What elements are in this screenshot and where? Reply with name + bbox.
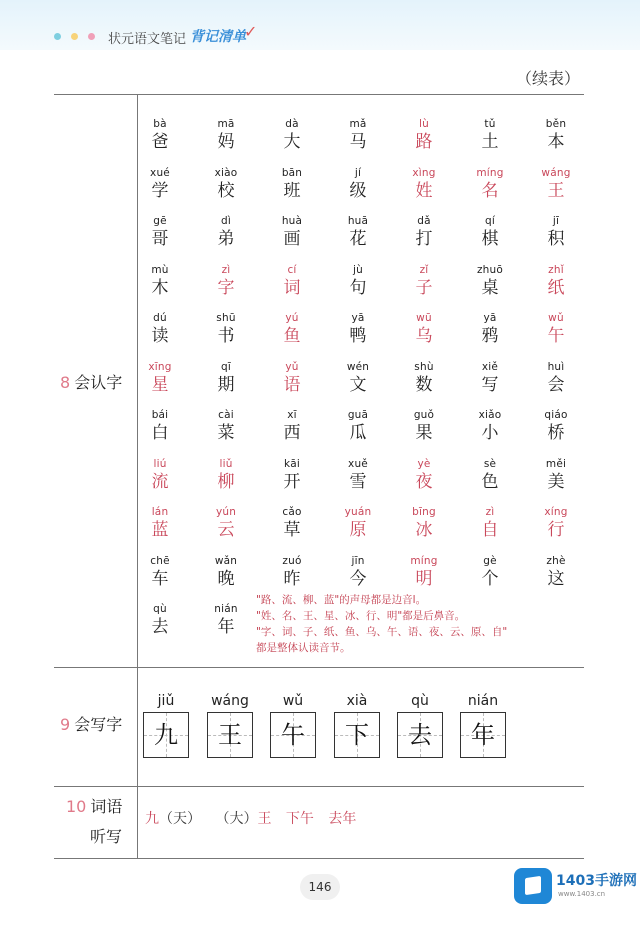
pinyin: dà	[285, 118, 299, 130]
cube-icon	[514, 868, 552, 904]
pinyin: wǔ	[548, 312, 564, 324]
char-cell	[140, 409, 180, 444]
section-number: 8	[60, 373, 71, 392]
char-row	[140, 167, 580, 215]
hanzi: 柳	[217, 471, 235, 492]
hanzi: 读	[151, 326, 169, 346]
char-cell	[536, 361, 576, 396]
char-cell	[404, 361, 444, 396]
char-cell	[140, 167, 180, 202]
write-char-item	[334, 692, 380, 758]
char-cell	[470, 458, 510, 493]
dictation-char: 王	[257, 811, 272, 827]
hanzi: 句	[349, 277, 367, 298]
pinyin: chē	[150, 554, 170, 567]
hanzi: 期	[217, 374, 235, 395]
pinyin: zǐ	[419, 263, 429, 276]
pinyin: cí	[287, 263, 297, 276]
continued-label: （续表）	[515, 69, 580, 88]
hanzi: 果	[415, 423, 433, 443]
dictation-item: 去年	[328, 811, 357, 827]
write-pinyin: qù	[411, 693, 429, 709]
char-cell	[470, 506, 510, 541]
pinyin: shū	[216, 312, 236, 324]
hanzi: 木	[151, 277, 169, 298]
char-cell	[404, 409, 444, 444]
pinyin: xíng	[544, 506, 568, 518]
pinyin: zì	[485, 506, 495, 518]
pinyin: xué	[150, 166, 170, 179]
char-row	[140, 409, 580, 457]
hanzi: 午	[547, 326, 565, 346]
char-cell	[338, 361, 378, 396]
section-number: 10	[66, 797, 87, 816]
hanzi: 桌	[481, 277, 499, 298]
section-write-label	[60, 712, 122, 735]
pinyin: jí	[354, 166, 362, 179]
hanzi: 爸	[151, 132, 169, 152]
char-cell	[140, 458, 180, 493]
pinyin: yún	[215, 506, 237, 518]
hanzi: 子	[415, 277, 433, 298]
char-cell	[206, 264, 246, 299]
write-hanzi: 去	[408, 721, 432, 749]
dictation-paren: （天）	[159, 811, 201, 827]
dictation-paren: （大）	[215, 811, 258, 827]
char-cell	[272, 409, 312, 444]
char-cell	[404, 264, 444, 299]
pinyin: xiǎo	[478, 409, 502, 421]
hanzi: 哥	[151, 229, 169, 249]
char-cell	[404, 555, 444, 590]
write-char-box	[334, 712, 380, 758]
pinyin: dì	[221, 215, 231, 227]
char-cell	[140, 312, 180, 347]
char-cell	[470, 312, 510, 347]
annotation-line: 都是整体认读音节。	[256, 642, 351, 654]
char-cell	[140, 603, 180, 638]
hanzi: 冰	[415, 520, 433, 540]
pinyin: huà	[281, 215, 303, 227]
hanzi: 蓝	[151, 520, 169, 540]
char-cell	[470, 409, 510, 444]
hanzi: 流	[151, 471, 169, 492]
pinyin: huā	[347, 215, 369, 227]
hanzi: 名	[481, 180, 499, 201]
pinyin: qī	[221, 360, 231, 373]
char-cell	[140, 118, 180, 153]
pinyin: huì	[547, 360, 565, 373]
hanzi: 大	[283, 132, 301, 152]
write-char-box	[397, 712, 443, 758]
char-cell	[470, 118, 510, 153]
pinyin: nián	[214, 603, 238, 615]
pinyin: liǔ	[219, 457, 233, 470]
char-cell	[338, 458, 378, 493]
pinyin: xiě	[481, 360, 499, 373]
pinyin: dǎ	[417, 215, 431, 227]
pinyin: mā	[217, 118, 235, 130]
pinyin: xī	[287, 409, 297, 421]
annotation-note	[256, 592, 586, 656]
char-cell	[338, 555, 378, 590]
hanzi: 王	[547, 180, 565, 201]
char-row	[140, 215, 580, 263]
hanzi: 土	[481, 132, 499, 152]
char-cell	[206, 458, 246, 493]
write-char-item	[143, 692, 189, 758]
hanzi: 西	[283, 423, 301, 443]
pinyin: yǔ	[285, 360, 299, 373]
char-row	[140, 118, 580, 166]
hanzi: 班	[283, 180, 301, 201]
char-cell	[404, 506, 444, 541]
char-cell	[272, 458, 312, 493]
write-pinyin: nián	[467, 693, 499, 709]
write-pinyin: jiǔ	[157, 693, 175, 709]
pinyin: lù	[419, 118, 429, 130]
char-cell	[206, 167, 246, 202]
char-cell	[140, 215, 180, 250]
char-cell	[536, 215, 576, 250]
char-cell	[536, 458, 576, 493]
hanzi: 棋	[481, 229, 499, 249]
pinyin: jù	[353, 263, 363, 276]
hanzi: 桥	[547, 423, 565, 443]
pinyin: qù	[153, 603, 167, 615]
pinyin: mǎ	[349, 118, 367, 130]
char-row	[140, 458, 580, 506]
hanzi: 乌	[415, 326, 433, 346]
char-cell	[404, 215, 444, 250]
pinyin: xiào	[214, 166, 238, 179]
pinyin: jīn	[351, 554, 365, 567]
pinyin: wén	[346, 360, 370, 373]
hanzi: 瓜	[349, 423, 367, 443]
hanzi: 个	[481, 568, 499, 589]
char-cell	[206, 215, 246, 250]
char-cell	[338, 409, 378, 444]
char-cell	[272, 555, 312, 590]
write-char-box	[270, 712, 316, 758]
hanzi: 打	[415, 229, 433, 249]
hanzi: 草	[283, 520, 301, 540]
char-cell	[140, 506, 180, 541]
hanzi: 级	[349, 180, 367, 201]
char-cell	[272, 312, 312, 347]
pinyin: tǔ	[484, 118, 496, 130]
annotation-line: "字、词、子、纸、鱼、乌、午、语、夜、云、原、自"	[256, 626, 508, 638]
hanzi: 数	[415, 374, 433, 395]
hanzi: 鱼	[283, 326, 301, 346]
write-pinyin: wáng	[211, 693, 249, 709]
hanzi: 弟	[217, 229, 235, 249]
hanzi: 自	[481, 520, 499, 540]
pinyin: cǎo	[282, 506, 302, 518]
hanzi: 明	[415, 568, 433, 589]
pinyin: yè	[417, 457, 431, 470]
pinyin: zì	[221, 263, 231, 276]
char-cell	[206, 118, 246, 153]
write-char-item	[397, 692, 443, 758]
char-cell	[272, 167, 312, 202]
section-number: 9	[60, 715, 71, 734]
pinyin: lán	[151, 506, 169, 518]
pinyin: wǎn	[214, 554, 238, 567]
hanzi: 路	[415, 132, 433, 152]
char-cell	[536, 264, 576, 299]
pinyin: yā	[351, 312, 365, 324]
pinyin: míng	[410, 554, 438, 567]
hanzi: 画	[283, 229, 301, 249]
pinyin: měi	[545, 457, 567, 470]
table-bottom-border	[54, 858, 584, 859]
char-cell	[404, 458, 444, 493]
section-title: 会认字	[74, 373, 123, 392]
pinyin: jī	[552, 215, 560, 227]
write-hanzi: 下	[345, 721, 369, 749]
pinyin: liú	[153, 457, 167, 470]
pinyin: wū	[416, 312, 432, 324]
write-hanzi: 年	[471, 721, 495, 749]
char-cell	[470, 361, 510, 396]
char-cell	[140, 361, 180, 396]
write-char-item	[460, 692, 506, 758]
char-cell	[272, 264, 312, 299]
char-row	[140, 361, 580, 409]
pinyin: yā	[483, 312, 497, 324]
header-tag: 背记清单	[190, 29, 246, 45]
header-title: 状元语文笔记	[108, 32, 187, 47]
pinyin: wáng	[541, 166, 571, 179]
write-char-item	[207, 692, 253, 758]
pinyin: mù	[151, 263, 169, 276]
pinyin: gè	[483, 554, 497, 567]
char-cell	[206, 361, 246, 396]
char-cell	[338, 118, 378, 153]
hanzi: 鸭	[349, 326, 367, 346]
hanzi: 夜	[415, 471, 433, 492]
check-icon: ✓	[244, 22, 258, 41]
hanzi: 云	[217, 520, 235, 540]
pinyin: xīng	[148, 360, 172, 373]
pinyin: zhuō	[476, 263, 504, 276]
char-row	[140, 506, 580, 554]
pinyin: xìng	[412, 166, 436, 179]
char-cell	[272, 506, 312, 541]
section-title: 词语	[90, 797, 123, 816]
pinyin: bān	[281, 166, 303, 179]
hanzi: 鸦	[481, 326, 499, 346]
char-cell	[470, 215, 510, 250]
hanzi: 色	[481, 471, 499, 492]
hanzi: 原	[349, 520, 367, 540]
pinyin: zuó	[282, 554, 302, 567]
hanzi: 去	[151, 617, 169, 637]
write-char-item	[270, 692, 316, 758]
hanzi: 本	[547, 132, 565, 152]
char-cell	[140, 264, 180, 299]
char-cell	[536, 118, 576, 153]
hanzi: 小	[481, 423, 499, 443]
hanzi: 校	[217, 180, 235, 201]
hanzi: 花	[349, 229, 367, 249]
hanzi: 马	[349, 132, 367, 152]
char-cell	[206, 555, 246, 590]
char-cell	[404, 167, 444, 202]
watermark-sub: www.1403.cn	[558, 890, 606, 898]
hanzi: 词	[283, 277, 301, 298]
hanzi: 纸	[547, 277, 565, 298]
pinyin: cài	[218, 409, 234, 421]
char-cell	[338, 264, 378, 299]
dictation-item	[215, 811, 271, 827]
hanzi: 星	[151, 374, 169, 395]
char-cell	[206, 603, 246, 638]
hanzi: 字	[217, 277, 235, 298]
write-pinyin: xià	[346, 693, 368, 709]
hanzi: 写	[481, 374, 499, 395]
char-cell	[338, 167, 378, 202]
hanzi: 今	[349, 568, 367, 589]
char-cell	[404, 118, 444, 153]
dot-icon	[88, 33, 95, 40]
pinyin: qí	[485, 215, 495, 227]
pinyin: kāi	[283, 457, 301, 470]
annotation-line: "姓、名、王、星、冰、行、明"都是后鼻音。	[256, 610, 466, 622]
hanzi: 美	[547, 471, 565, 492]
dictation-char: 九	[145, 811, 159, 827]
dot-icon	[54, 33, 61, 40]
char-cell	[470, 264, 510, 299]
table-divider	[54, 667, 584, 668]
write-char-box	[460, 712, 506, 758]
pinyin: shù	[414, 360, 434, 373]
pinyin: míng	[476, 166, 504, 179]
char-cell	[206, 506, 246, 541]
hanzi: 开	[283, 471, 301, 492]
hanzi: 行	[547, 520, 565, 540]
char-cell	[536, 167, 576, 202]
hanzi: 姓	[415, 180, 433, 201]
hanzi: 车	[151, 568, 169, 589]
char-cell	[206, 312, 246, 347]
char-cell	[272, 361, 312, 396]
section-title-line2: 听写	[90, 827, 123, 846]
write-char-box	[143, 712, 189, 758]
write-pinyin: wǔ	[282, 693, 304, 709]
pinyin: gē	[153, 215, 167, 227]
page-header	[0, 0, 640, 50]
hanzi: 雪	[349, 471, 367, 492]
section-dictation-label	[66, 792, 122, 852]
section-recognize-label	[60, 370, 122, 393]
char-row	[140, 312, 580, 360]
hanzi: 语	[283, 374, 301, 395]
pinyin: yuán	[344, 506, 372, 518]
table-column-divider	[137, 94, 138, 858]
char-cell	[338, 312, 378, 347]
hanzi: 菜	[217, 423, 235, 443]
write-hanzi: 王	[218, 721, 242, 749]
char-cell	[338, 506, 378, 541]
char-row	[140, 264, 580, 312]
header-dots	[54, 33, 95, 40]
page-number: 146	[300, 874, 340, 900]
write-hanzi: 九	[154, 721, 178, 749]
char-cell	[536, 555, 576, 590]
char-cell	[272, 118, 312, 153]
pinyin: běn	[545, 118, 567, 130]
pinyin: qiáo	[544, 409, 568, 421]
table-divider	[54, 786, 584, 787]
hanzi: 文	[349, 374, 367, 395]
char-cell	[536, 506, 576, 541]
pinyin: bái	[151, 409, 169, 421]
hanzi: 书	[217, 326, 235, 346]
pinyin: bà	[153, 118, 167, 130]
hanzi: 这	[547, 568, 565, 589]
dictation-item	[145, 811, 201, 827]
dictation-item: 下午	[285, 811, 314, 827]
watermark-text: 1403手游网	[556, 873, 637, 889]
char-cell	[470, 167, 510, 202]
pinyin: zhǐ	[548, 263, 564, 276]
hanzi: 积	[547, 229, 565, 249]
char-cell	[272, 215, 312, 250]
hanzi: 学	[151, 180, 169, 201]
pinyin: dú	[153, 312, 167, 324]
pinyin: guā	[347, 409, 369, 421]
char-cell	[140, 555, 180, 590]
pinyin: sè	[483, 457, 497, 470]
pinyin: guǒ	[413, 409, 435, 421]
char-cell	[536, 409, 576, 444]
pinyin: yú	[285, 312, 299, 324]
pinyin: bīng	[412, 506, 436, 518]
write-char-box	[207, 712, 253, 758]
char-cell	[404, 312, 444, 347]
hanzi: 昨	[283, 568, 301, 589]
write-hanzi: 午	[281, 721, 305, 749]
char-cell	[338, 215, 378, 250]
dictation-answers	[145, 808, 366, 828]
hanzi: 妈	[217, 132, 235, 152]
hanzi: 晚	[217, 568, 235, 589]
hanzi: 年	[217, 617, 235, 637]
watermark-logo	[514, 866, 636, 906]
char-cell	[470, 555, 510, 590]
char-cell	[206, 409, 246, 444]
pinyin: zhè	[546, 554, 566, 567]
section-title: 会写字	[74, 715, 123, 734]
table-top-border	[54, 94, 584, 95]
dot-icon	[71, 33, 78, 40]
char-cell	[536, 312, 576, 347]
annotation-line: "路、流、柳、蓝"的声母都是边音l。	[256, 594, 427, 606]
hanzi: 会	[547, 374, 565, 395]
hanzi: 白	[151, 423, 169, 443]
pinyin: xuě	[348, 457, 368, 470]
